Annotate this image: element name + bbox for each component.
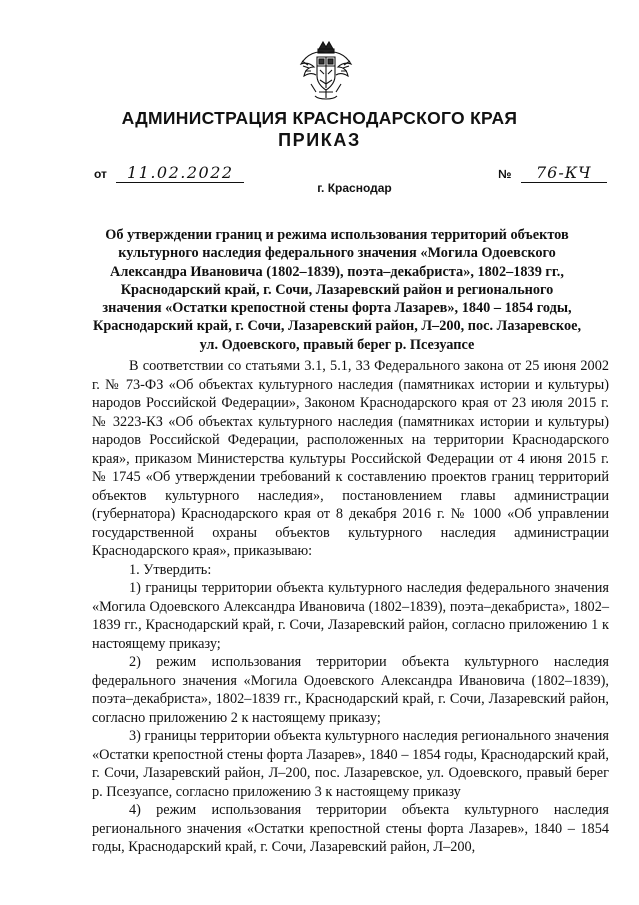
date-value: 11.02.2022 <box>116 163 244 183</box>
preamble-paragraph: В соответствии со статьями 3.1, 5.1, 33 Федерального закона от 25 июня 2002 г. № 73-ФЗ «Об объектах культурного наследия (памятниках истории и культуры) народов Российской Федерации», Законом Краснодарского края от 23 июля 2015 г. № 3223-КЗ «Об объектах культурного наследия (памятниках истории и культуры) народов Российской Федерации, расположенных на территории Краснодарского края», приказом Министерства культуры Российской Федерации от 4 июня 2015 г. № 1745 «Об утверждении требований к составлению проектов границ территорий объектов культурного наследия», постановлением главы администрации (губернатора) Краснодарского края от 8 декабря 2016 г. № 1000 «Об управлении государственной охраны объектов культурного наследия администрации Краснодарского края», приказываю: <box>92 358 609 559</box>
subitem-1: 1) границы территории объекта культурного наследия федерального значения «Могила Одоевского Александра Ивановича (1802–1839), поэта–декабриста», 1802–1839 гг., Краснодарский край, г. Сочи, Лазаревский район, согласно приложению 1 к настоящему приказу; <box>92 580 609 652</box>
item-1: 1. Утвердить: <box>129 561 212 578</box>
number-line <box>498 163 607 183</box>
city: г. Краснодар <box>317 181 392 195</box>
subitem-4: 4) режим использования территории объекта культурного наследия регионального значения «Остатки крепостной стены форта Лазарев», 1840 – 1854 годы, Краснодарский край, г. Сочи, Лазаревский район, Л–200, <box>92 802 609 855</box>
document-type: ПРИКАЗ <box>278 130 361 150</box>
organization-name: АДМИНИСТРАЦИЯ КРАСНОДАРСКОГО КРАЯ <box>121 108 518 128</box>
document-body <box>92 357 609 857</box>
krasnodar-krai-coat-of-arms-icon <box>297 40 355 102</box>
number-prefix: № <box>498 167 512 181</box>
document-title: Об утверждении границ и режима использования территорий объектов культурного наследия федерального значения «Могила Одоевского Александра Ивановича (1802–1839), поэта–декабриста», 1802–1839 гг., Краснодарский край, г. Сочи, Лазаревский район и регионального значения «Остатки крепостной стены форта Лазарев», 1840 – 1854 годы, Краснодарский край, г. Сочи, Лазаревский район, Л–200, пос. Лазаревское, ул. Одоевского, правый берег р. Псезуапсе <box>92 227 582 353</box>
subitem-2: 2) режим использования территории объекта культурного наследия федерального значения «Могила Одоевского Александра Ивановича (1802–1839), поэта–декабриста», 1802–1839 гг., Краснодарский край, г. Сочи, Лазаревский район, согласно приложению 2 к настоящему приказу; <box>92 654 609 726</box>
date-prefix: от <box>94 167 107 181</box>
date-line <box>94 163 244 183</box>
number-value: 76-КЧ <box>521 163 607 183</box>
subitem-3: 3) границы территории объекта культурного наследия регионального значения «Остатки крепостной стены форта Лазарев», 1840 – 1854 годы, Краснодарский край, г. Сочи, Лазаревский район, Л–200, пос. Лазаревское, ул. Одоевского, правый берег р. Псезуапсе, согласно приложению 3 к настоящему приказу <box>92 728 609 800</box>
